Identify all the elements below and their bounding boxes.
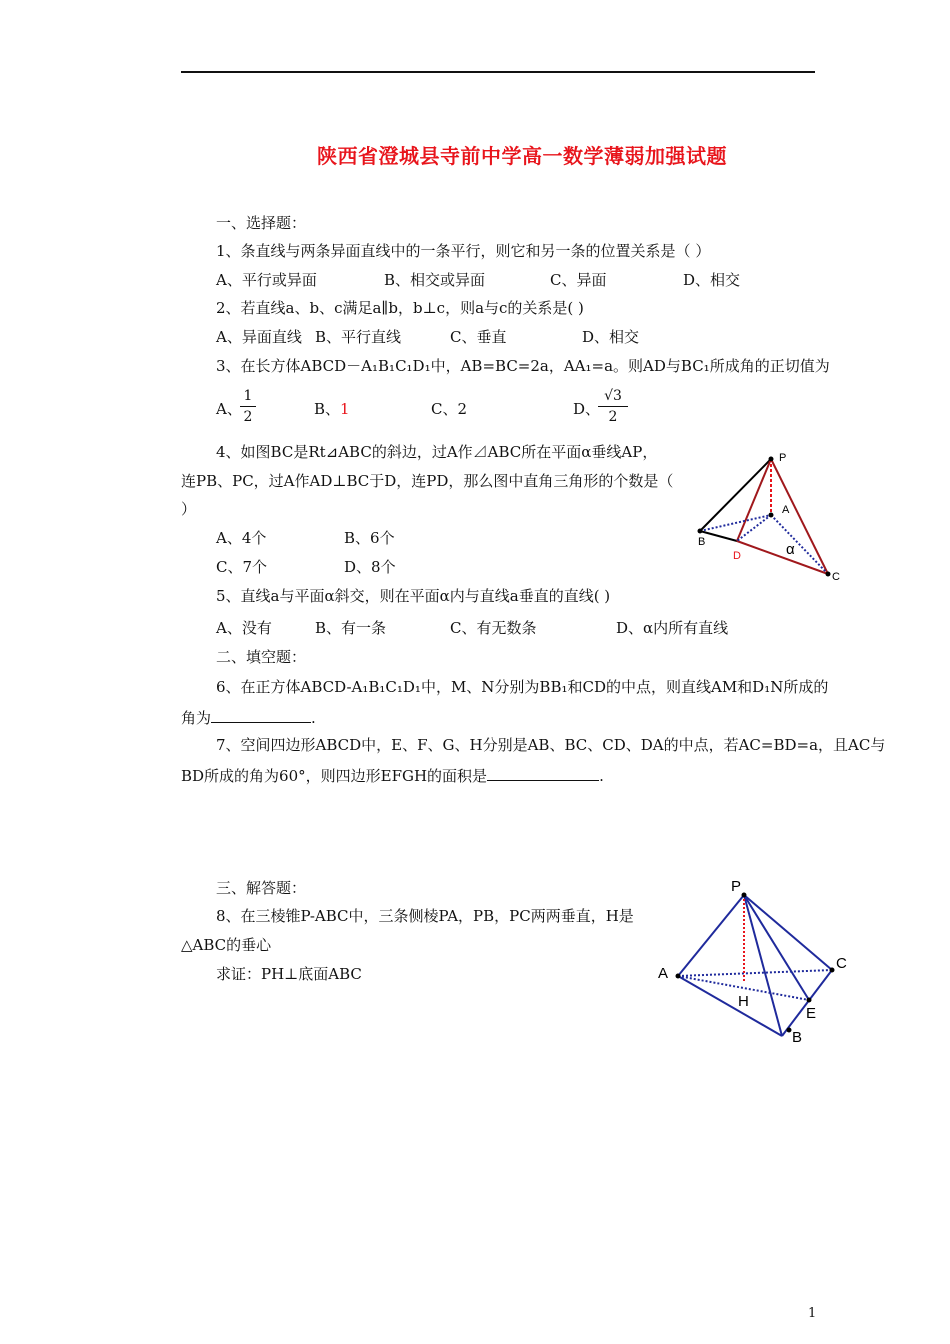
q1-option-c: C、异面 (550, 271, 607, 289)
point-a (676, 974, 681, 979)
point-p (742, 893, 747, 898)
question-6-line-2: 角为 . (181, 706, 316, 728)
q3-option-b: B、1 (314, 400, 350, 418)
section-heading-fill: 二、填空题： (216, 648, 307, 666)
question-5-stem: 5、直线a与平面α斜交，则在平面α内与直线a垂直的直线( ) (216, 587, 611, 605)
answer-blank-q6[interactable] (211, 706, 311, 723)
edge-pe (744, 895, 809, 1000)
q3-option-d-fraction (598, 387, 628, 426)
answer-blank-q7[interactable] (487, 764, 599, 781)
point-c (826, 572, 831, 577)
edge-pb (700, 459, 771, 531)
question-6-line-1: 6、在正方体ABCD-A₁B₁C₁D₁中，M、N分别为BB₁和CD的中点，则直线AM和D₁N所成的 (216, 678, 829, 696)
figure-q4-tetrahedron (690, 445, 850, 590)
edge-ac (771, 515, 828, 574)
q3-option-b-value: 1 (340, 400, 350, 418)
label-e: E (806, 1005, 817, 1022)
label-a: A (658, 965, 669, 982)
figure-q8-tetrahedron (652, 875, 852, 1050)
label-p: P (731, 878, 742, 895)
page-title: 陕西省澄城县寺前中学高一数学薄弱加强试题 (317, 144, 727, 168)
q1-option-d: D、相交 (683, 271, 741, 289)
section-heading-choice: 一、选择题： (216, 214, 307, 232)
q4-option-c: C、7个 (216, 558, 268, 576)
question-8-line-3: 求证：PH⊥底面ABC (216, 965, 362, 983)
q5-option-b: B、有一条 (315, 619, 387, 637)
page-number: 1 (808, 1306, 817, 1321)
edge-bc (782, 970, 832, 1036)
fraction-denominator: 2 (608, 409, 618, 425)
q2-option-c: C、垂直 (450, 328, 507, 346)
question-2-stem: 2、若直线a、b、c满足a∥b，b⊥c，则a与c的关系是( ) (216, 299, 584, 317)
q3-option-a-label: A、 (216, 400, 242, 418)
question-1-stem: 1、条直线与两条异面直线中的一条平行，则它和另一条的位置关系是（ ） (216, 242, 711, 260)
q2-option-d: D、相交 (582, 328, 640, 346)
label-h: H (738, 993, 749, 1010)
q5-option-c: C、有无数条 (450, 619, 537, 637)
q2-option-b: B、平行直线 (315, 328, 402, 346)
label-b: B (698, 536, 706, 548)
q1-option-b: B、相交或异面 (384, 271, 486, 289)
edge-pc (744, 895, 832, 970)
q4-option-b: B、6个 (344, 529, 395, 547)
point-e (807, 998, 812, 1003)
point-c (830, 968, 835, 973)
question-4-line-1: 4、如图BC是Rt⊿ABC的斜边，过A作⊿ABC所在平面α垂线AP， (216, 443, 658, 461)
question-3-stem: 3、在长方体ABCD－A₁B₁C₁D₁中，AB=BC=2a，AA₁=a。则AD与BC₁所成角的正切值为 (216, 357, 830, 375)
q3-option-c: C、2 (431, 400, 468, 418)
question-7-line-1: 7、空间四边形ABCD中，E、F、G、H分别是AB、BC、CD、DA的中点，若AC=BD=a，且AC与 (216, 736, 886, 754)
q5-option-d: D、α内所有直线 (616, 619, 729, 637)
edge-ac (678, 970, 832, 976)
label-d: D (733, 550, 741, 562)
header-rule (181, 71, 815, 73)
section-heading-solve: 三、解答题： (216, 879, 307, 897)
q3-option-d-label: D、 (573, 400, 601, 418)
edge-pa (678, 895, 744, 976)
question-4-line-3: ） (181, 500, 197, 518)
fraction-numerator: 1 (243, 388, 253, 404)
label-p: P (779, 452, 787, 464)
question-8-line-1: 8、在三棱锥P-ABC中，三条侧棱PA，PB，PC两两垂直，H是 (216, 907, 634, 925)
label-alpha: α (786, 541, 795, 558)
question-4-line-2: 连PB、PC，过A作AD⊥BC于D，连PD，那么图中直角三角形的个数是（ (181, 472, 674, 490)
label-b: B (792, 1029, 803, 1046)
point-b (698, 529, 703, 534)
question-8-line-2: △ABC的垂心 (181, 936, 272, 954)
label-c: C (832, 571, 840, 583)
fraction-denominator: 2 (243, 409, 253, 425)
point-b (787, 1028, 792, 1033)
q4-option-d: D、8个 (344, 558, 396, 576)
question-7-line-2: BD所成的角为60°，则四边形EFGH的面积是 . (181, 764, 604, 786)
point-p (769, 457, 774, 462)
q5-option-a: A、没有 (216, 619, 272, 637)
edge-pb (744, 895, 782, 1036)
point-a (769, 513, 774, 518)
label-a: A (782, 504, 790, 516)
q3-option-a-fraction (240, 387, 256, 426)
q1-option-a: A、平行或异面 (216, 271, 317, 289)
q4-option-a: A、4个 (216, 529, 267, 547)
fraction-numerator: √3 (604, 388, 622, 404)
edge-bd (700, 531, 737, 541)
label-c: C (836, 955, 847, 972)
q2-option-a: A、异面直线 (216, 328, 302, 346)
